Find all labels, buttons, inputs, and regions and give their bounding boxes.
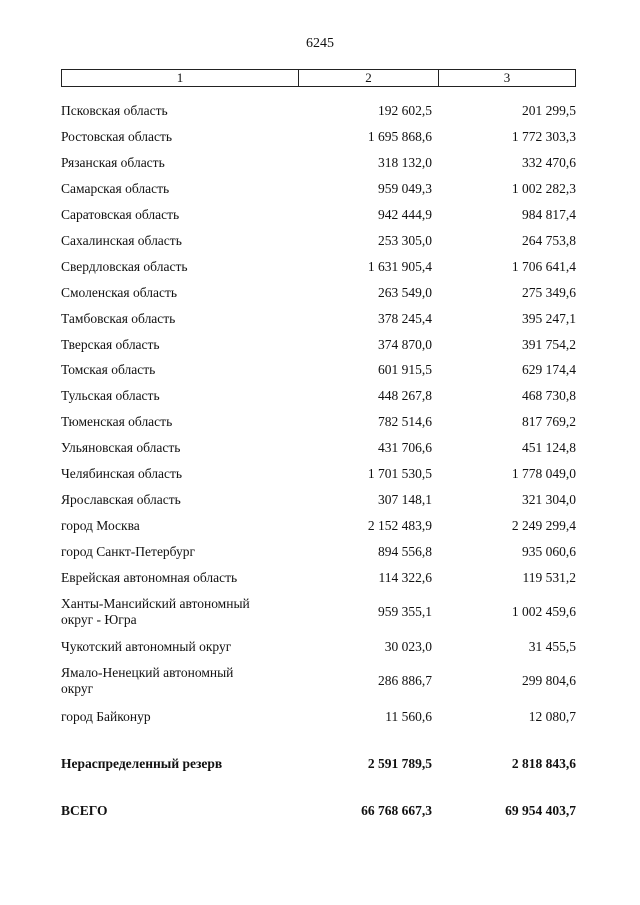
region-name: город Москва [61,518,140,533]
region-name: Чукотский автономный округ [61,639,232,654]
reserve-value-col-3: 2 818 843,6 [511,756,576,771]
total-value-col-3: 69 954 403,7 [505,803,576,818]
value-col-3: 1 778 049,0 [511,466,576,481]
value-col-3: 332 470,6 [522,155,576,170]
table-row [61,362,576,378]
region-name: Тюменская область [61,414,173,429]
value-col-3: 1 002 459,6 [511,604,576,619]
value-col-2: 959 049,3 [378,181,432,196]
table-header [61,69,576,87]
header-col-1: 1 [62,70,299,86]
table-row [61,311,576,327]
value-col-3: 1 706 641,4 [511,259,576,274]
value-col-2: 1 631 905,4 [367,259,432,274]
value-col-2: 448 267,8 [378,388,432,403]
value-col-3: 984 817,4 [522,207,576,222]
table-row [61,570,576,586]
value-col-3: 935 060,6 [522,544,576,559]
region-name: город Санкт-Петербург [61,544,196,559]
value-col-3: 119 531,2 [522,570,576,585]
table-row [61,665,576,697]
region-name: Тверская область [61,337,160,352]
table-row [61,181,576,197]
value-col-2: 253 305,0 [378,233,432,248]
value-col-2: 894 556,8 [378,544,432,559]
region-name: Еврейская автономная область [61,570,238,585]
region-name: Сахалинская область [61,233,182,248]
value-col-2: 114 322,6 [378,570,432,585]
value-col-3: 468 730,8 [522,388,576,403]
region-name: город Байконур [61,709,151,724]
value-col-2: 1 701 530,5 [367,466,432,481]
region-name: Челябинская область [61,466,183,481]
region-name: Саратовская область [61,207,180,222]
table-row [61,388,576,404]
value-col-3: 1 002 282,3 [511,181,576,196]
value-col-2: 782 514,6 [378,414,432,429]
region-name: Рязанская область [61,155,165,170]
table-row [61,337,576,353]
value-col-2: 263 549,0 [378,285,432,300]
region-name: Тульская область [61,388,160,403]
value-col-2: 286 886,7 [378,673,432,688]
value-col-2: 192 602,5 [378,103,432,118]
table-row [61,440,576,456]
region-name: Ульяновская область [61,440,181,455]
table-row [61,129,576,145]
value-col-2: 1 695 868,6 [367,129,432,144]
value-col-2: 431 706,6 [378,440,432,455]
table-row [61,544,576,560]
value-col-2: 307 148,1 [378,492,432,507]
table-row [61,207,576,223]
value-col-2: 942 444,9 [378,207,432,222]
region-name: Псковская область [61,103,168,118]
value-col-2: 2 152 483,9 [367,518,432,533]
value-col-3: 1 772 303,3 [511,129,576,144]
table-row [61,155,576,171]
page-number: 6245 [306,36,334,51]
value-col-3: 2 249 299,4 [511,518,576,533]
table-row [61,233,576,249]
region-name: Томская область [61,362,156,377]
table-row [61,596,576,628]
reserve-row [61,756,576,772]
region-name: Самарская область [61,181,170,196]
value-col-3: 275 349,6 [522,285,576,300]
table-row [61,709,576,725]
total-label: ВСЕГО [61,803,108,818]
value-col-2: 11 560,6 [385,709,432,724]
value-col-2: 318 132,0 [378,155,432,170]
value-col-2: 601 915,5 [378,362,432,377]
total-row [61,803,576,819]
value-col-2: 378 245,4 [378,311,432,326]
region-name: Ханты-Мансийский автономный округ - Югра [61,596,250,627]
value-col-2: 30 023,0 [384,639,432,654]
value-col-3: 201 299,5 [522,103,576,118]
table-row [61,259,576,275]
value-col-3: 31 455,5 [528,639,576,654]
value-col-3: 12 080,7 [528,709,576,724]
table-row [61,466,576,482]
value-col-3: 395 247,1 [522,311,576,326]
table-row [61,492,576,508]
value-col-3: 629 174,4 [522,362,576,377]
region-name: Смоленская область [61,285,178,300]
region-name: Ямало-Ненецкий автономный округ [61,665,234,696]
value-col-3: 264 753,8 [522,233,576,248]
total-value-col-2: 66 768 667,3 [361,803,432,818]
table-row [61,518,576,534]
table-row [61,639,576,655]
table-row [61,414,576,430]
value-col-3: 391 754,2 [522,337,576,352]
table-row [61,285,576,301]
region-name: Тамбовская область [61,311,176,326]
value-col-2: 374 870,0 [378,337,432,352]
region-name: Ростовская область [61,129,172,144]
value-col-3: 451 124,8 [522,440,576,455]
value-col-2: 959 355,1 [378,604,432,619]
value-col-3: 321 304,0 [522,492,576,507]
region-name: Свердловская область [61,259,188,274]
table-row [61,103,576,119]
region-name: Ярославская область [61,492,181,507]
reserve-label: Нераспределенный резерв [61,756,223,771]
value-col-3: 299 804,6 [522,673,576,688]
value-col-3: 817 769,2 [522,414,576,429]
header-col-3: 3 [503,70,511,85]
header-col-2: 2 [299,70,439,86]
reserve-value-col-2: 2 591 789,5 [367,756,432,771]
